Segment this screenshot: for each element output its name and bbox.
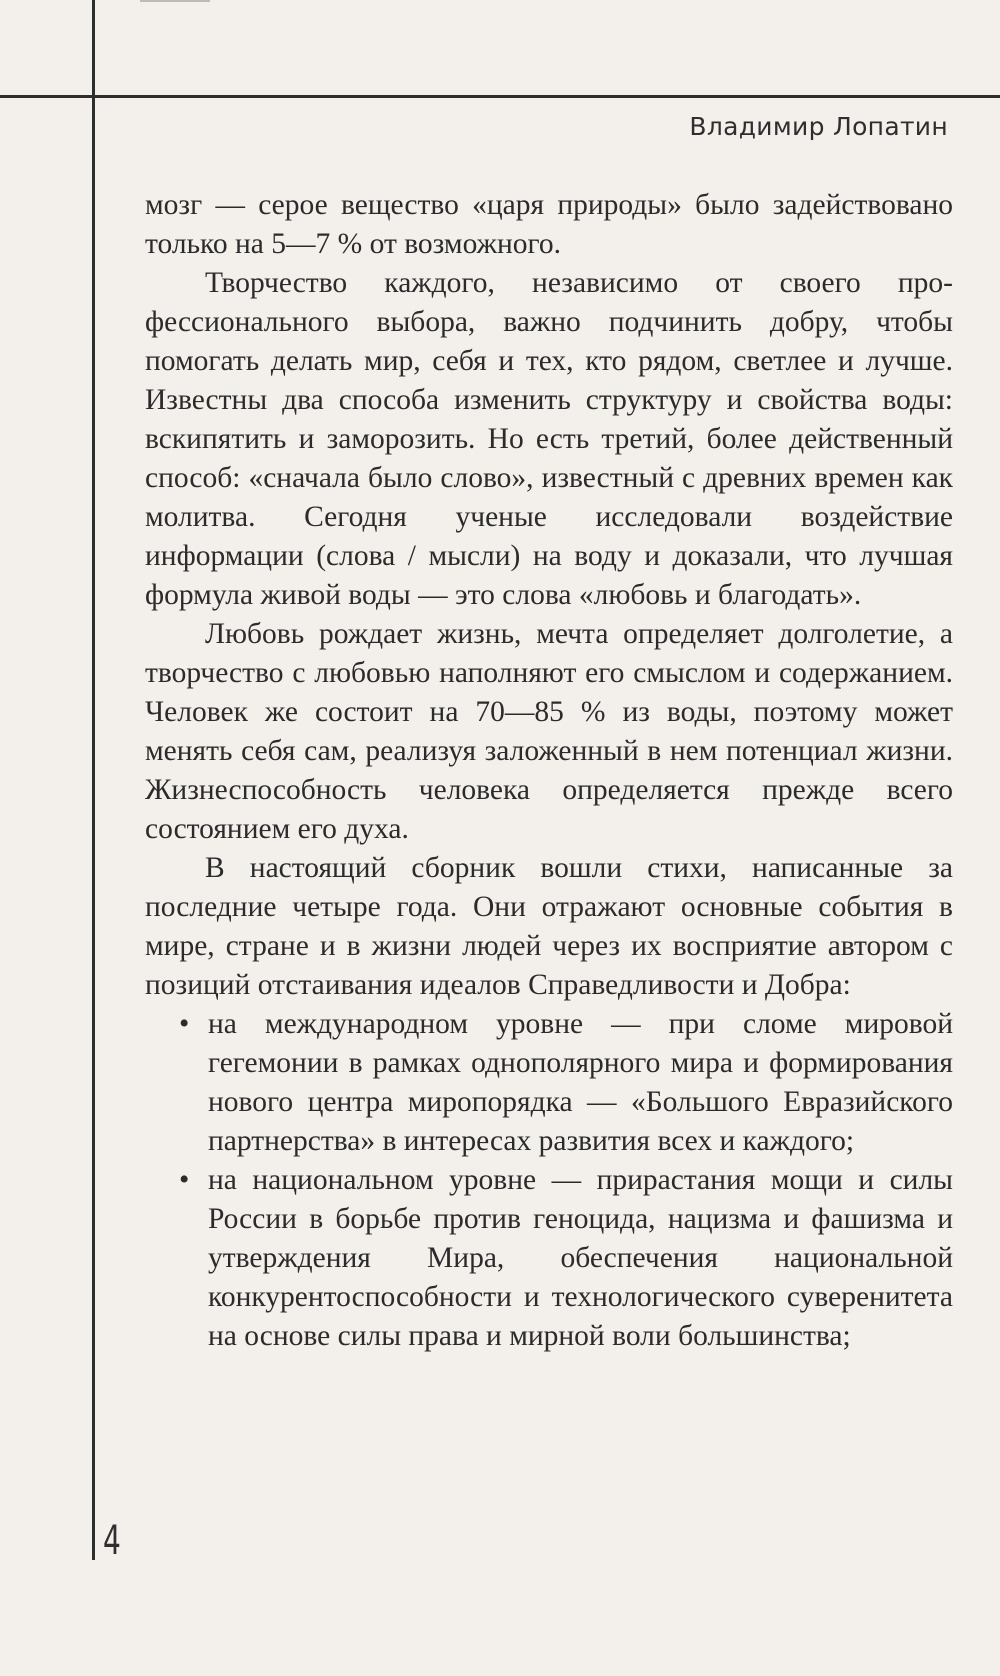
paragraph: В настоящий сборник вошли стихи, написанные за последние четыре года. Они отражают основные события в мире, стране и в жизни людей через их восприятие автором с позиций отстаивания идеалов Справедливости и Добра: xyxy=(145,852,953,1001)
horizontal-rule xyxy=(0,95,1000,98)
list-item-text: на международном уровне — при сломе мировой гегемонии в рамках однополярного мира и формирования нового центра миропорядка — «Большого Евразийского партнерства» в интересах развития всех и каждого; xyxy=(208,1008,953,1157)
body-text xyxy=(145,186,953,1356)
bullet-marker: • xyxy=(179,1008,190,1040)
bullet-list xyxy=(145,1005,953,1356)
running-head-author: Владимир Лопатин xyxy=(689,112,948,141)
paragraph: мозг — серое вещество «царя природы» было задействовано только на 5—7 % от возможного. xyxy=(145,189,953,260)
paragraph: Любовь рождает жизнь, мечта определяет долголетие, а творчество с любовью наполняют его смыслом и содержанием. Человек же состоит на 70—85 % из воды, поэтому может менять себя сам, реализуя заложенный в нем потенциал жизни. Жизнеспособность человека определяется прежде всего состоянием его духа. xyxy=(145,618,953,845)
page-number: 4 xyxy=(103,1518,121,1564)
list-item xyxy=(145,1161,953,1356)
bullet-marker: • xyxy=(179,1164,190,1196)
list-item-text: на национальном уровне — прирастания мощи и силы России в борьбе против геноцида, нацизма и фашизма и утверждения Мира, обеспечения национальной конкурентоспособности и технологического суверенитета на основе силы права и мирной воли большинства; xyxy=(208,1164,953,1352)
paragraph: Творчество каждого, независимо от своего профессионального выбора, важно подчинить добру, чтобы помогать делать мир, себя и тех, кто рядом, светлее и лучше. Известны два способа изменить структуру и свойства воды: вскипятить и заморозить. Но есть третий, более действенный способ: «сначала было слово», известный с древних времен как молитва. Сегодня ученые исследовали воздействие информации (слова / мысли) на воду и доказали, что лучшая формула живой воды — это слова «любовь и благодать». xyxy=(145,267,953,611)
list-item xyxy=(145,1005,953,1161)
top-edge-mark xyxy=(140,0,210,2)
vertical-rule xyxy=(92,0,95,1560)
